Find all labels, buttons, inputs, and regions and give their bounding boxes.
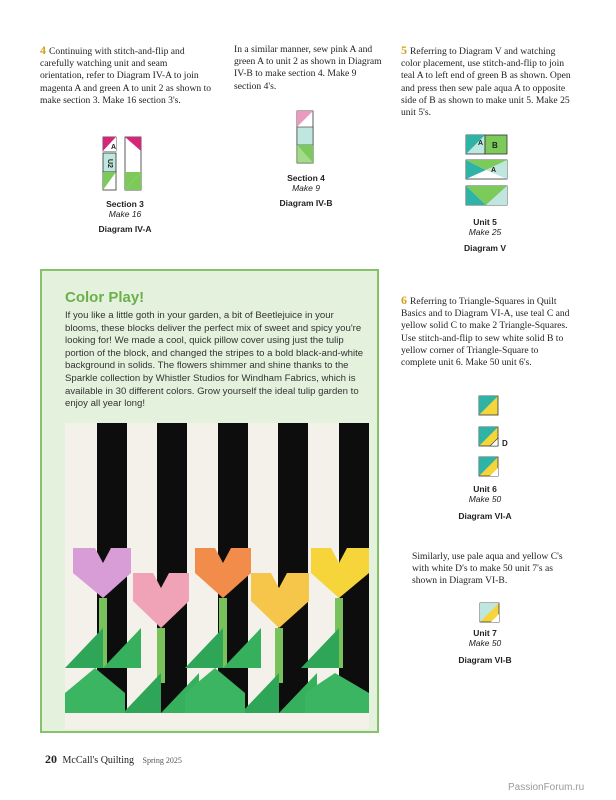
diagram-vi-b-title: Diagram VI-B (458, 655, 512, 665)
make-count: Make 9 (292, 183, 320, 193)
sidebar-body: If you like a little goth in your garden, a bit of Beetlejuice in your blooms, these blocks deliver the perfect mix of sweet and spicy you're looking for! We made a cool, quick pillow cover using just the tulip portion of the block, and changed the stripes to a bold black-and-white background in solids. The flowers shimmer and shine thanks to the Sparkle collection by Whistler Studios for Windham Fabrics, which is available in 30 different colors. Grow yourself the ideal tulip garden to enjoy all year long! (65, 310, 364, 410)
step-7 (412, 551, 576, 588)
unit-label: Section 4 (287, 173, 325, 183)
sidebar-title: Color Play! (65, 289, 145, 306)
step-5-text: Referring to Diagram V and watching color placement, use stitch-and-flip to join teal A to left end of green B as shown. Open and press then sew pale aqua A to opposite side of B as shown to make unit 5. Make 25 unit 5's. (401, 46, 571, 119)
unit-label: Unit 6 (473, 484, 497, 494)
unit-2-label: U2 (106, 159, 113, 168)
diagram-iv-a-title: Diagram IV-A (98, 224, 152, 234)
step-7-text: Similarly, use pale aqua and yellow C's with white D's to make 50 unit 7's as shown in Diagram VI-B. (412, 551, 563, 587)
diagram-vi-a-caption (440, 484, 530, 504)
diagram-v-title: Diagram V (463, 243, 507, 253)
step-5 (401, 44, 573, 119)
top-row (466, 135, 507, 154)
magazine-name: McCall's Quilting (62, 755, 135, 766)
make-count: Make 16 (108, 209, 142, 219)
diagram-iv-a-caption (80, 199, 170, 219)
page-number: 20 (45, 752, 57, 766)
tulip-pillow-photo (65, 423, 369, 729)
color-play-sidebar (40, 269, 379, 733)
diagram-iv-b-title: Diagram IV-B (279, 198, 333, 208)
diagram-iv-b-figure (290, 109, 322, 169)
left-column (103, 137, 116, 190)
page-footer (45, 752, 182, 767)
letter-a2: A (491, 167, 497, 174)
unit-6 (479, 457, 498, 476)
unit-label: Section 3 (106, 199, 144, 209)
make-count: Make 50 (468, 494, 502, 504)
diagram-vi-b-caption (440, 628, 530, 648)
diagram-iv-b-caption (262, 173, 350, 193)
letter-b: B (492, 141, 498, 150)
make-count: Make 50 (468, 638, 502, 648)
step-6-number: 6 (401, 293, 407, 307)
triangle-square-1 (479, 396, 498, 415)
step-4b (234, 44, 386, 93)
diagram-vi-a-figure (470, 393, 520, 481)
diagram-vi-b-figure (477, 600, 503, 626)
triangle-square-2 (479, 427, 508, 448)
step-6 (401, 294, 573, 369)
step-6-text: Referring to Triangle-Squares in Quilt Basics and to Diagram VI-A, use teal C and yellow solid C to make 2 Triangle-Squares. Use stitch-and-flip to sew white solid B to yellow corner of Triangle-Square to complete unit 6. Make 50 unit 6's. (401, 296, 570, 369)
make-count: Make 25 (468, 227, 502, 237)
diagram-vi-a-title: Diagram VI-A (458, 511, 512, 521)
step-4-number: 4 (40, 43, 46, 57)
diagram-v-figure (460, 132, 530, 214)
letter-a: A (111, 144, 117, 151)
middle-row (466, 160, 507, 179)
letter-d: D (502, 439, 508, 448)
diagram-iv-a-figure (98, 134, 154, 194)
bottom-row (466, 186, 507, 205)
unit-label: Unit 7 (473, 628, 497, 638)
step-4 (40, 44, 212, 107)
step-4b-text: In a similar manner, sew pink A and green A to unit 2 as shown in Diagram IV-B to make section 4. Make 9 section 4's. (234, 44, 382, 92)
step-5-number: 5 (401, 43, 407, 57)
right-column (125, 137, 141, 190)
step-4-text: Continuing with stitch-and-flip and carefully watching unit and seam orientation, refer to Diagram IV-A to join magenta A and green A to unit 2 as shown to make section 3. Make 16 section 3's. (40, 46, 212, 106)
watermark: PassionForum.ru (508, 782, 585, 793)
issue-label: Spring 2025 (142, 756, 182, 765)
diagram-v-caption (440, 217, 530, 237)
letter-a1: A (478, 140, 484, 147)
unit-label: Unit 5 (473, 217, 497, 227)
